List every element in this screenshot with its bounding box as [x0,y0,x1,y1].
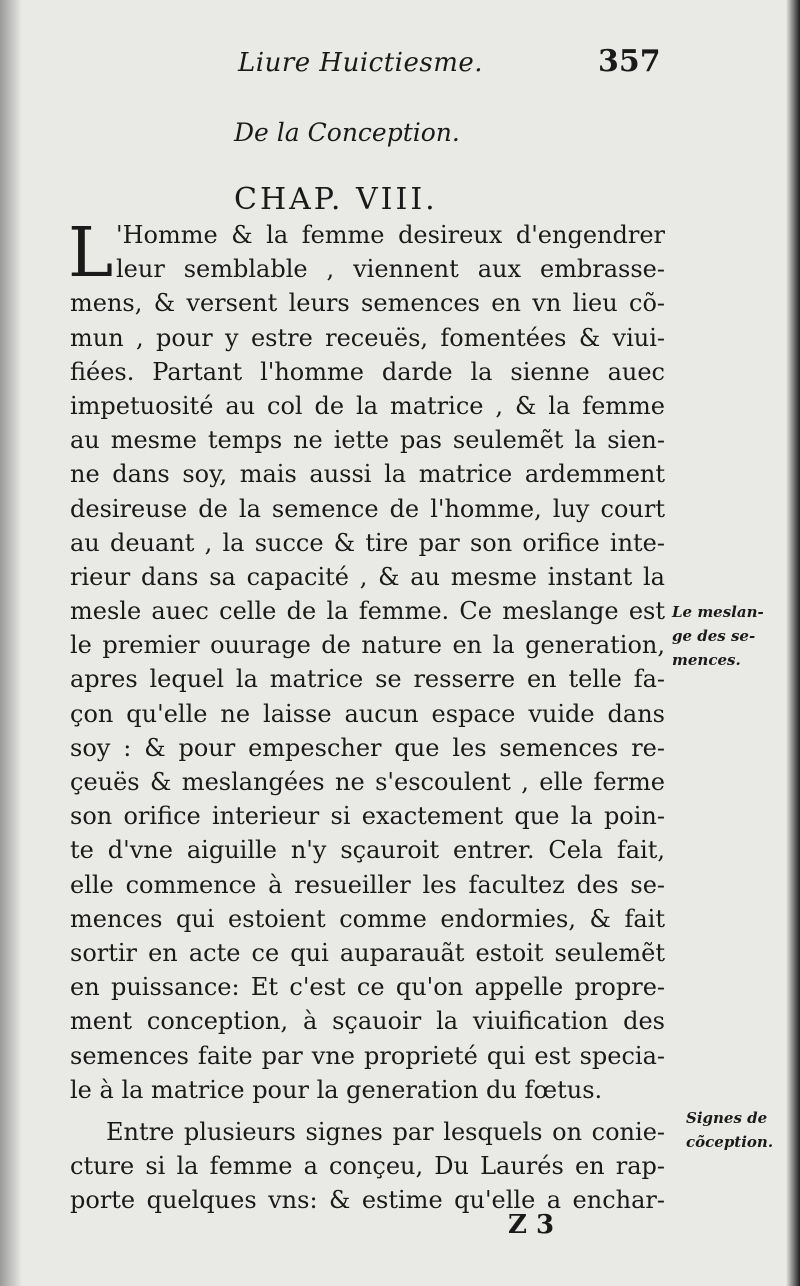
drop-cap: L [68,214,114,293]
text-line: ment conception, à sçauoir la viuification des [70,1007,665,1036]
text-line: apres lequel la matrice se resserre en telle fa- [70,665,665,694]
text-line: elle commence à resueiller les facultez des se- [70,870,665,899]
text-line: fiées. Partant l'homme darde la sienne auec [70,357,665,386]
text-line: au deuant , la succe & tire par son orifice inte- [70,528,665,557]
text-line: en puissance: Et c'est ce qu'on appelle propre- [70,973,665,1002]
text-line: son orifice interieur si exactement que la poin- [70,802,665,831]
chapter-heading: CHAP. VIII. [234,182,438,217]
body-text [68,214,665,1217]
paragraph-1 [68,214,665,1107]
margin-note-line: Le meslan- [672,603,764,621]
text-line: cture si la femme a conçeu, Du Laurés en rap- [70,1152,665,1181]
margin-note-line: ge des se- [672,627,756,645]
margin-note-meslange [672,600,764,672]
text-line: çon qu'elle ne laisse aucun espace vuide dans [70,699,665,728]
text-line: desireuse de la semence de l'homme, luy court [70,494,665,523]
margin-note-signes [686,1106,773,1154]
text-line: au mesme temps ne iette pas seulemẽt la sien- [70,426,665,455]
text-line: le premier ouurage de nature en la generation, [70,631,665,660]
text-line: 'Homme & la femme desireux d'engendrer [116,221,665,249]
text-line: sortir en acte ce qui auparauãt estoit seulemẽt [70,938,665,967]
text-line: çeuës & meslangées ne s'escoulent , elle ferme [70,768,665,796]
text-line: soy : & pour empescher que les semences re- [70,733,665,762]
text-line: semences faite par vne proprieté qui est specia- [70,1041,665,1070]
text-line: le à la matrice pour la generation du fœtus. [70,1075,603,1104]
text-line: mences qui estoient comme endormies, & fait [70,904,665,933]
text-line: impetuosité au col de la matrice , & la femme [70,391,665,420]
margin-note-line: cõception. [686,1133,774,1151]
section-title: De la Conception. [234,118,460,147]
running-head: Liure Huictiesme. [238,48,484,78]
text-line: rieur dans sa capacité , & au mesme instant la [70,562,665,591]
paragraph-2 [70,1115,665,1218]
text-line: porte quelques vns: & estime qu'elle a enchar- [70,1186,665,1215]
text-line: mun , pour y estre receuës, fomentées & viui- [70,323,665,352]
text-line: te d'vne aiguille n'y sçauroit entrer. Cela fait, [70,836,665,865]
text-line: mesle auec celle de la femme. Ce meslange est [70,597,665,626]
page-number: 357 [598,44,661,79]
margin-note-line: Signes de [686,1109,768,1127]
text-line: ne dans soy, mais aussi la matrice ardemment [70,460,665,489]
text-line: mens, & versent leurs semences en vn lieu cõ- [70,289,665,318]
margin-note-line: mences. [672,651,741,669]
text-line: Entre plusieurs signes par lesquels on conie- [106,1117,665,1146]
text-line: leur semblable , viennent aux embrasse- [116,255,665,284]
signature-mark: Z 3 [508,1210,555,1240]
